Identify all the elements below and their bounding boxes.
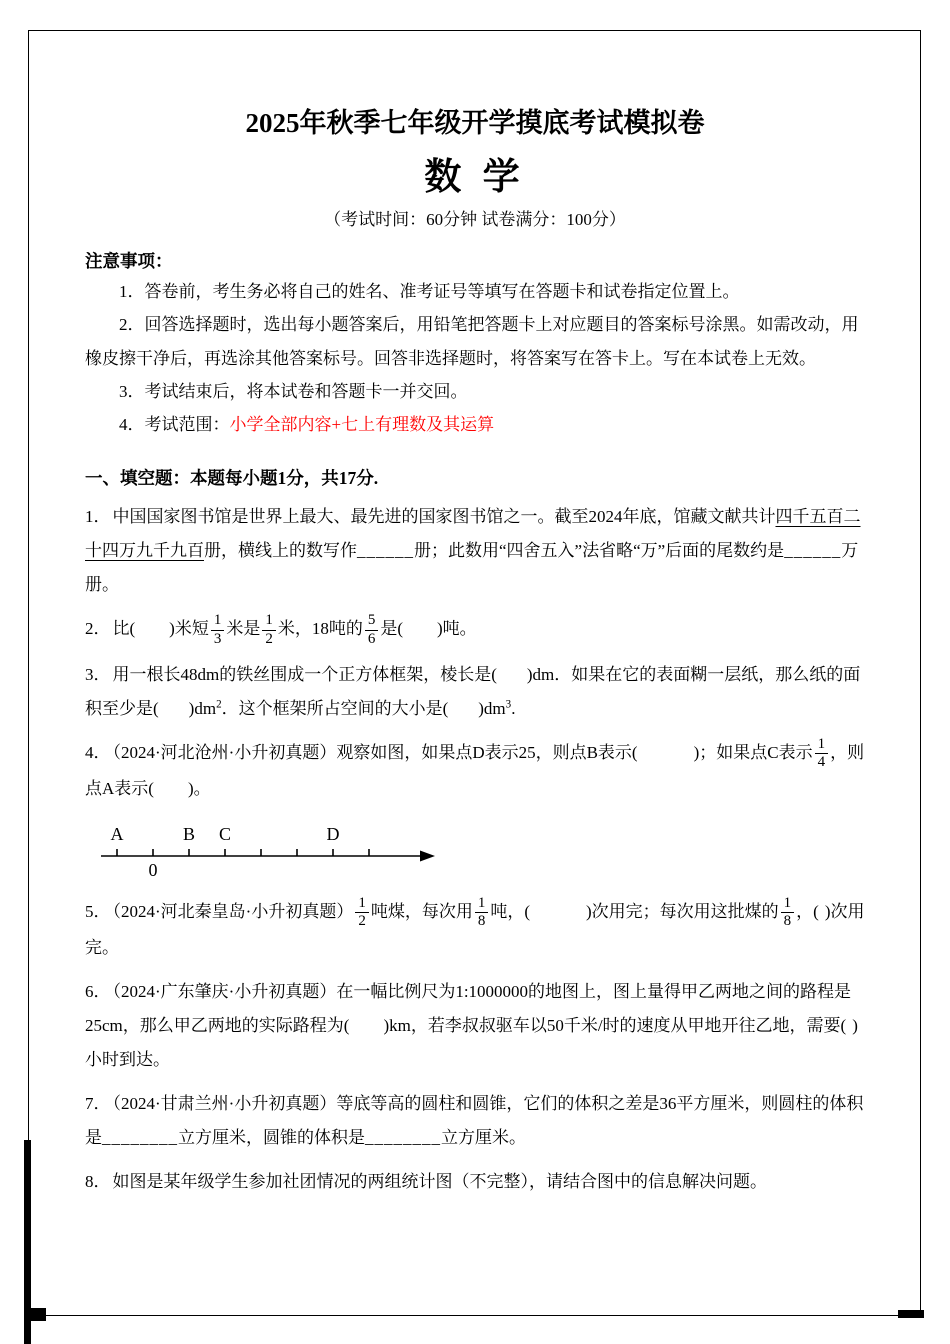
question-text: )小时到达。 <box>85 1015 858 1069</box>
question-text: 立方厘米。 <box>441 1127 526 1147</box>
question-text: . <box>511 698 516 718</box>
svg-text:C: C <box>218 823 232 844</box>
notice-block <box>85 248 865 441</box>
question-text: 吨，( <box>490 901 530 921</box>
fraction: $\frac{5}{6}$ <box>365 612 379 648</box>
question-text: 册；此数用“四舍五入”法省略“万”后面的尾数约是 <box>414 541 785 561</box>
exam-info: （考试时间：60分钟 试卷满分：100分） <box>324 210 626 230</box>
question-text: )次用完；每次用这批煤的 <box>586 901 779 921</box>
question-number: 6． <box>85 981 111 1001</box>
question-number: 8． <box>85 1171 111 1191</box>
question-number: 2． <box>85 619 111 639</box>
question-5 <box>85 895 865 965</box>
question-text: 册，横线上的数写作 <box>204 541 357 561</box>
exam-scope-text: 小学全部内容+七上有理数及其运算 <box>229 414 495 434</box>
question-text: )dm <box>478 698 506 718</box>
fraction: $\frac{1}{4}$ <box>815 736 829 772</box>
svg-text:0: 0 <box>148 859 158 880</box>
question-number: 5． <box>85 901 111 921</box>
answer-blank: ______ <box>784 541 842 561</box>
notice-item-4 <box>85 408 865 441</box>
question-text: )吨。 <box>437 619 477 639</box>
section-heading: 一、填空题：本题每小题1分，共17分. <box>85 468 379 489</box>
svg-text:A: A <box>110 823 124 844</box>
answer-gap <box>638 757 694 758</box>
question-text: ．这个框架所占空间的大小是( <box>221 698 449 718</box>
answer-gap <box>159 713 189 714</box>
question-text: ，则点A表示( <box>85 742 865 798</box>
corner-mark-bottom-right <box>898 1310 924 1318</box>
question-text: 吨煤，每次用 <box>370 901 473 921</box>
question-text: 立方厘米，圆锥的体积是 <box>178 1127 365 1147</box>
notice-item-1: 1．答卷前，考生务必将自己的姓名、准考证号等填写在答题卡和试卷指定位置上。 <box>119 282 740 302</box>
notice-item-3: 3．考试结束后，将本试卷和答题卡一并交回。 <box>119 381 468 401</box>
notice-item-4-label: 4．考试范围： <box>119 414 230 434</box>
notice-heading: 注意事项： <box>85 251 173 272</box>
svg-text:B: B <box>182 823 196 844</box>
fraction: $\frac{1}{2}$ <box>262 612 276 648</box>
question-text: )次用完。 <box>85 901 865 957</box>
number-line-figure <box>99 816 865 885</box>
question-number: 4． <box>85 742 111 762</box>
question-text: （2024·广东肇庆·小升初真题）在一幅比例尺为1:1000000的地图上，图上量得甲乙两地之间的路程是25cm，那么甲乙两地的实际路程为( <box>85 981 852 1035</box>
answer-gap <box>154 793 188 794</box>
question-text: 万册。 <box>85 541 859 595</box>
question-text: )km，若李叔叔驱车以50千米/时的速度从甲地开往乙地，需要( <box>383 1015 847 1035</box>
question-text: )米短 <box>169 619 209 639</box>
answer-gap <box>135 633 169 634</box>
question-7 <box>85 1087 865 1155</box>
question-text: )；如果点C表示 <box>693 742 813 762</box>
question-text: 米，18吨的 <box>277 619 363 639</box>
question-6 <box>85 975 865 1077</box>
answer-gap <box>448 713 478 714</box>
answer-gap <box>403 633 437 634</box>
question-text: 比( <box>112 619 136 639</box>
question-4 <box>85 736 865 806</box>
fraction: $\frac{1}{8}$ <box>781 895 795 931</box>
answer-gap <box>349 1030 383 1031</box>
superscript: 2 <box>216 698 222 711</box>
question-text: 米是 <box>226 619 261 639</box>
subject-title: 数 学 <box>424 157 526 199</box>
answer-blank: ________ <box>365 1127 441 1147</box>
question-text: ，( <box>796 901 819 921</box>
exam-title: 2025年秋季七年级开学摸底考试模拟卷 <box>245 108 705 138</box>
question-text: （2024·甘肃兰州·小升初真题）等底等高的圆柱和圆锥，它们的体积之差是36平方厘米，则圆柱的体积是 <box>85 1093 864 1147</box>
question-number: 1． <box>85 507 111 527</box>
question-text: 用一根长48dm的铁丝围成一个正方体框架，棱长是( <box>112 664 497 684</box>
fraction: $\frac{1}{3}$ <box>211 612 225 648</box>
question-2 <box>85 612 865 648</box>
question-text: )。 <box>187 778 211 798</box>
svg-text:D: D <box>326 823 340 844</box>
answer-blank: ______ <box>357 541 414 561</box>
question-text: 如图是某年级学生参加社团情况的两组统计图（不完整），请结合图中的信息解决问题。 <box>112 1171 767 1191</box>
question-number: 7． <box>85 1093 111 1113</box>
superscript: 3 <box>505 698 512 711</box>
question-3 <box>85 658 865 726</box>
corner-mark-bottom-left <box>24 1308 46 1321</box>
questions <box>85 500 865 1199</box>
underlined-text: 四千五百二十四万九千九百 <box>85 507 861 561</box>
answer-gap <box>530 916 586 917</box>
answer-blank: ________ <box>102 1127 178 1147</box>
question-text: （2024·河北秦皇岛·小升初真题） <box>112 901 354 921</box>
answer-gap <box>497 679 527 680</box>
question-text: 是( <box>380 619 404 639</box>
question-text: （2024·河北沧州·小升初真题）观察如图，如果点D表示25，则点B表示( <box>112 742 638 762</box>
question-text: 中国国家图书馆是世界上最大、最先进的国家图书馆之一。截至2024年底，馆藏文献共计 <box>112 507 776 527</box>
question-1 <box>85 500 865 602</box>
question-8 <box>85 1165 865 1199</box>
fraction: $\frac{1}{2}$ <box>355 895 369 931</box>
question-number: 3． <box>85 664 111 684</box>
notice-item-2: 2．回答选择题时，选出每小题答案后，用铅笔把答题卡上对应题目的答案标号涂黑。如需改动，用橡皮擦干净后，再选涂其他答案标号。回答非选择题时，将答案写在答卡上。写在本试卷上无效。 <box>85 315 859 368</box>
question-text: )dm <box>188 698 217 718</box>
question-text: )dm．如果在它的表面糊一层纸，那么纸的面积至少是( <box>85 664 861 718</box>
fraction: $\frac{1}{8}$ <box>475 895 489 931</box>
page-content <box>85 88 865 1209</box>
